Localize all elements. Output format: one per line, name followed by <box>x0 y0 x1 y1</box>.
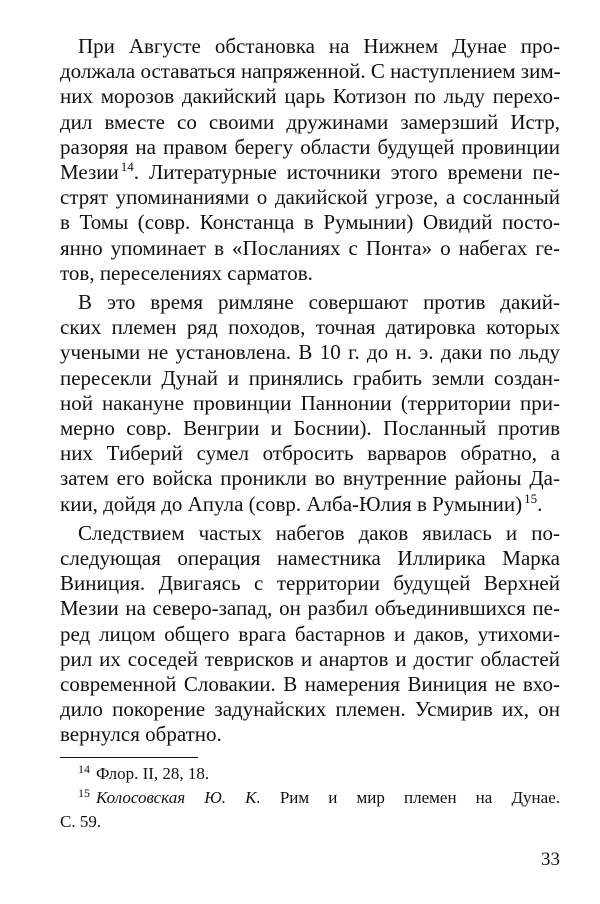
paragraph-2 <box>60 290 560 517</box>
text-line: Виниция. Двигаясь с территории будущей Верхней <box>60 571 560 596</box>
text-line: них Тиберий сумел отбросить варваров обратно, а <box>60 441 560 466</box>
footnote-text: Флор. II, 28, 18. <box>96 764 210 783</box>
text-line: стрят упоминаниями о дакийской угрозе, а сосланный <box>60 185 560 210</box>
text-line: мерно совр. Венгрии и Боснии). Посланный против <box>60 416 560 441</box>
text-line: Мезии на северо-запад, он разбил объединившихся пе- <box>60 596 560 621</box>
text-line: следующая операция наместника Иллирика Марка <box>60 546 560 571</box>
footnote-ref-14[interactable]: 14 <box>120 159 134 175</box>
text-line: них морозов дакийский царь Котизон по льду перехо- <box>60 84 560 109</box>
text-line: В это время римляне совершают против дакий- <box>78 290 560 315</box>
footnote-number: 15 <box>78 786 90 800</box>
text-fragment: . <box>537 491 543 516</box>
footnote-divider <box>60 757 198 758</box>
text-line: тов, переселениях сарматов. <box>60 260 313 285</box>
text-line <box>60 492 560 517</box>
text-line: янно упоминает в «Посланиях с Понта» о набегах ге- <box>60 235 560 260</box>
text-line: Следствием частых набегов даков явилась и по- <box>78 520 560 545</box>
text-line: ной накануне провинции Паннонии (территории при- <box>60 390 560 415</box>
text-line: пересекли Дунай и принялись грабить земли создан- <box>60 365 560 390</box>
text-line: разоряя на правом берегу области будущей провинции <box>60 134 560 159</box>
text-line: ских племен ряд походов, точная датировка которых <box>60 315 560 340</box>
paragraph-3 <box>60 521 560 748</box>
body-text <box>60 34 560 748</box>
text-line: современной Словакии. В намерения Виниция не вхо- <box>60 672 560 697</box>
footnote-ref-15[interactable]: 15 <box>524 490 538 506</box>
text-line: затем его войска проникли во внутренние районы Да- <box>60 466 560 491</box>
footnote-author: Колосовская Ю. К. <box>96 788 261 807</box>
text-line: в Томы (совр. Констанца в Румынии) Овидий посто- <box>60 210 560 235</box>
footnote-number: 14 <box>78 762 90 776</box>
footnote-continuation: С. 59. <box>60 812 102 831</box>
text-fragment: кии, дойдя до Апула (совр. Алба-Юлия в Румынии) <box>60 491 523 516</box>
text-fragment: . Литературные источники этого времени пе- <box>133 160 560 185</box>
text-line: ред лицом общего врага бастарнов и даков, утихоми- <box>60 621 560 646</box>
text-fragment: Мезии <box>60 160 119 185</box>
text-line <box>60 160 560 185</box>
page-number: 33 <box>541 849 560 870</box>
text-line: При Августе обстановка на Нижнем Дунае про- <box>78 34 560 58</box>
text-line: учеными не установлена. В 10 г. до н. э. даки по льду <box>60 340 560 365</box>
footnote-14 <box>78 762 560 786</box>
paragraph-1 <box>60 34 560 286</box>
text-line: рил их соседей теврисков и анартов и достиг областей <box>60 646 560 671</box>
text-line: дило покорение задунайских племен. Усмирив их, он <box>60 697 560 722</box>
footnote-text: Рим и мир племен на Дунае. <box>279 788 560 807</box>
text-line: должала оставаться напряженной. С наступлением зим- <box>60 59 561 84</box>
footnotes <box>60 762 560 834</box>
text-line: вернулся обратно. <box>60 722 222 747</box>
footnote-15 <box>78 786 560 810</box>
text-line: дил вместе со своими дружинами замерзший Истр, <box>60 109 560 134</box>
